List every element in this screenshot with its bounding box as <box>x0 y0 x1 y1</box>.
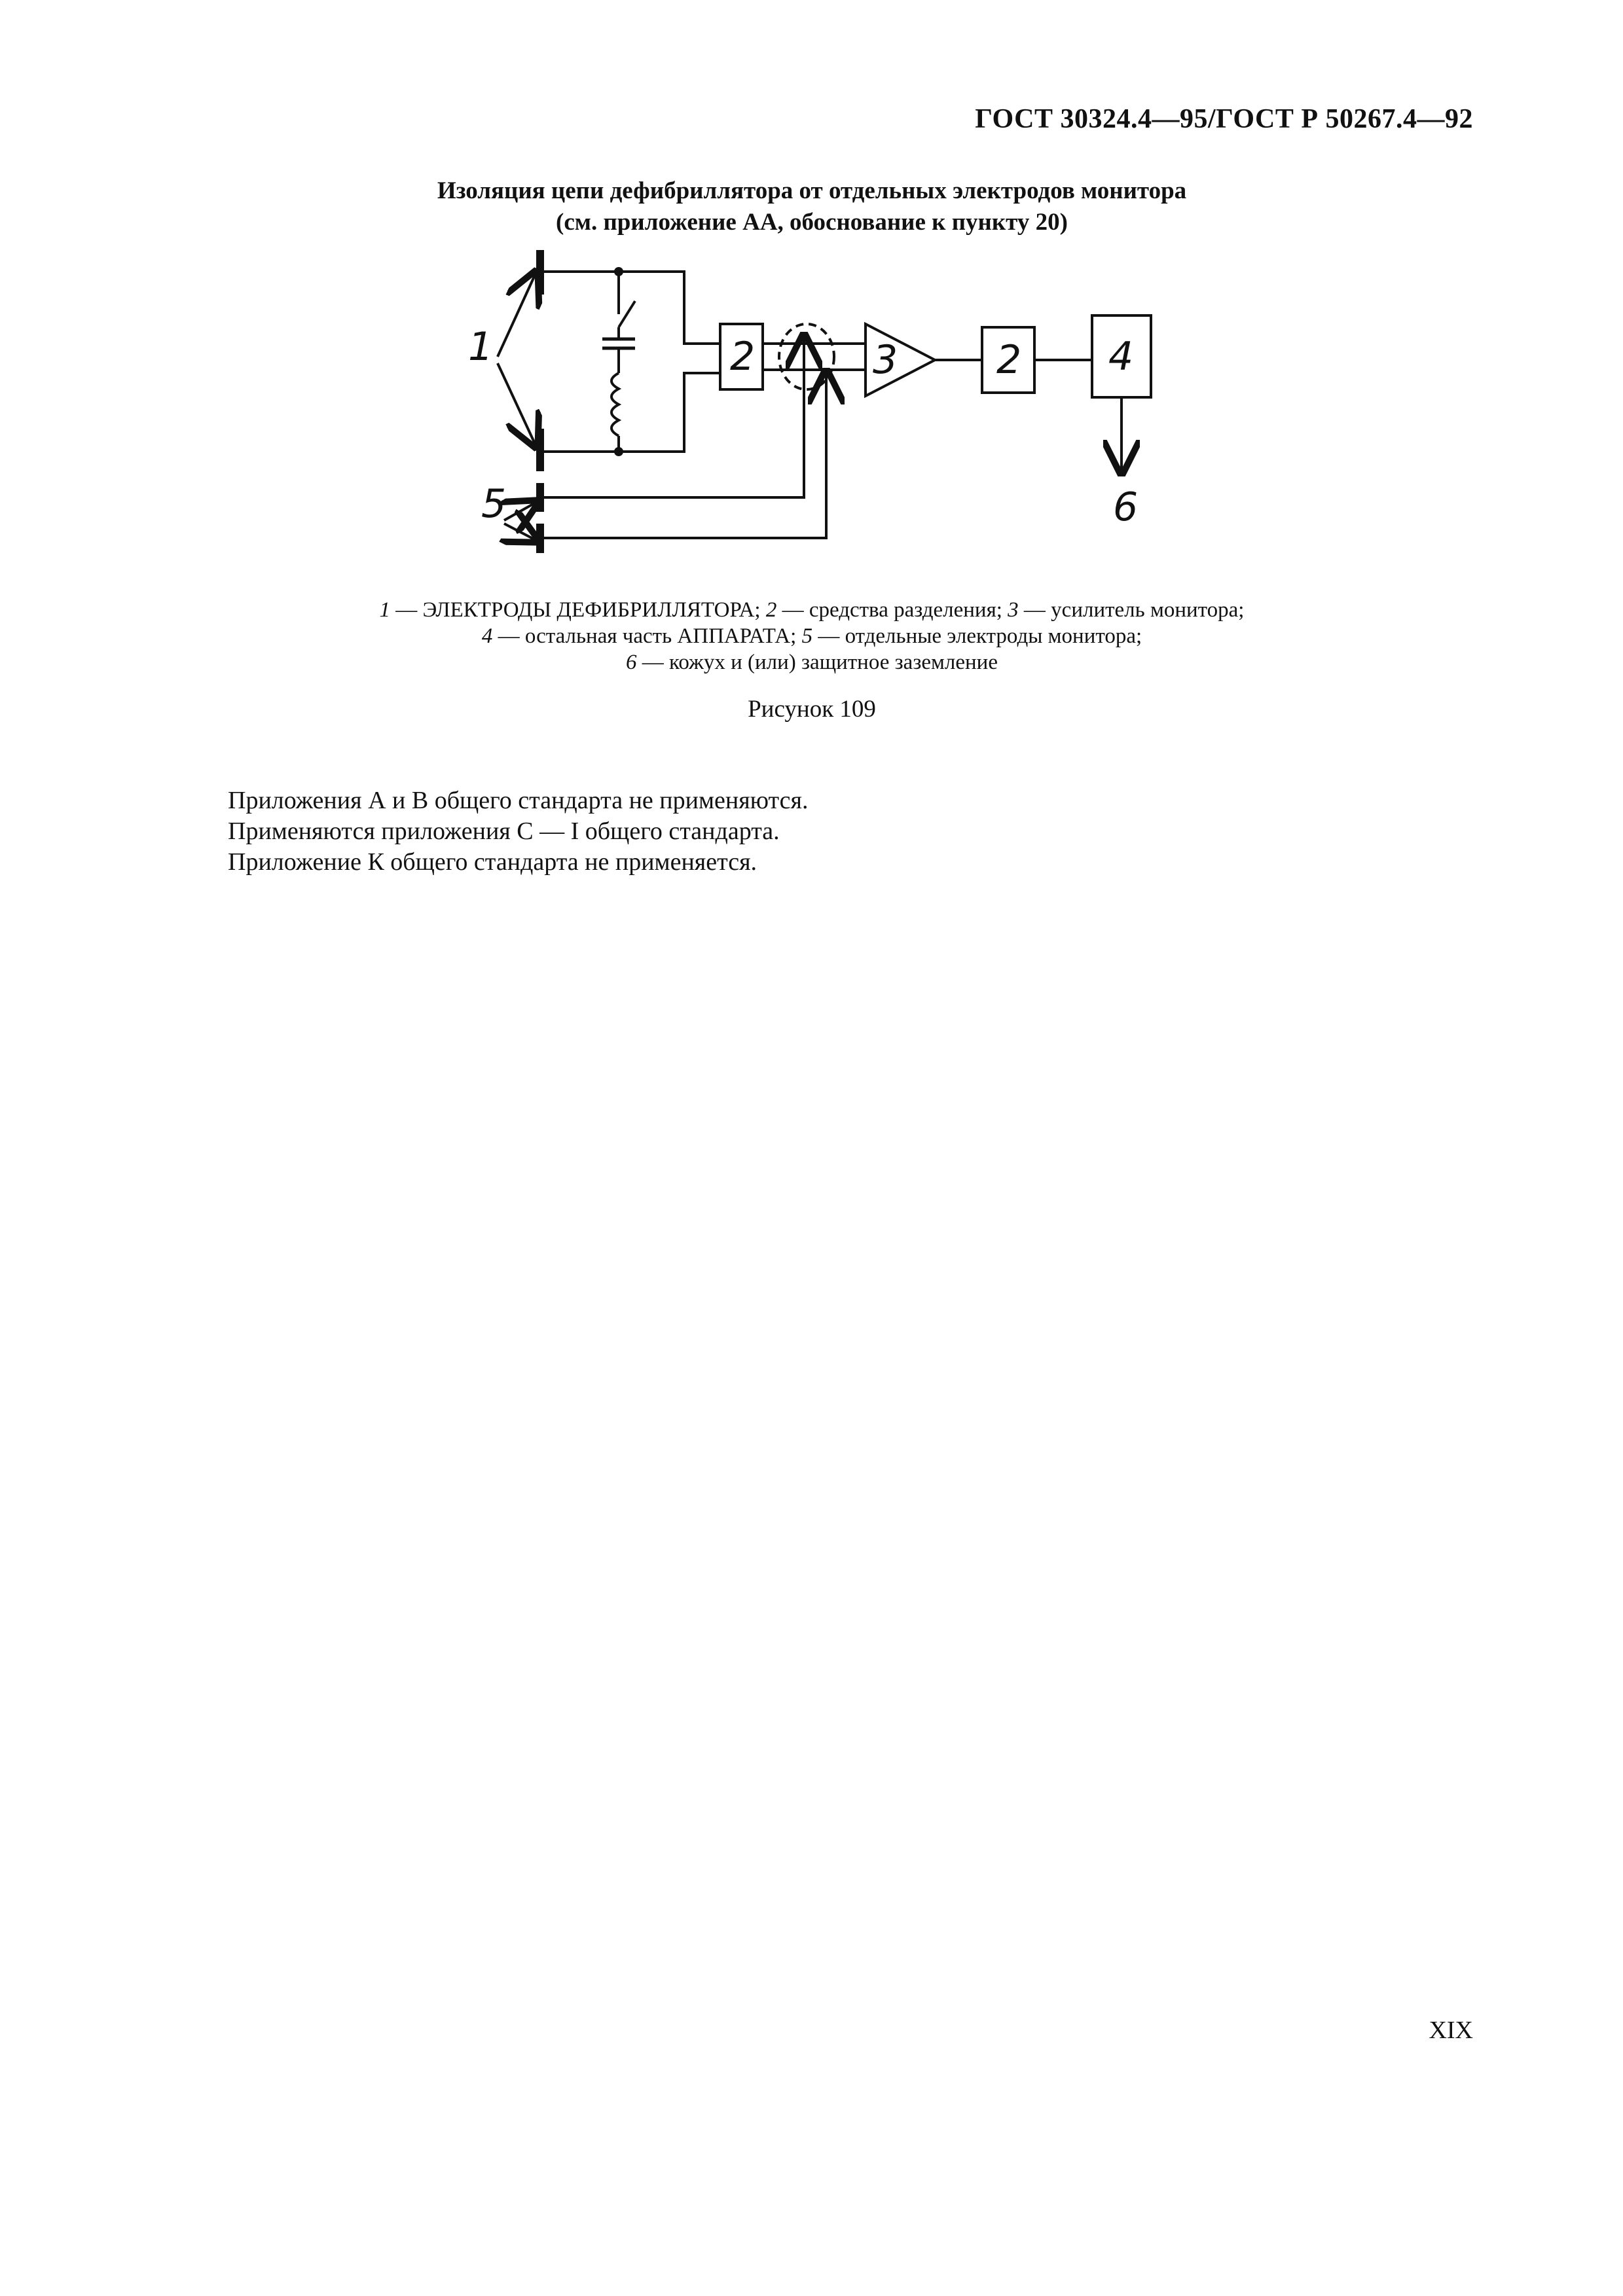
label-5-pointer-bottom <box>504 524 536 540</box>
legend-text: — усилитель монитора; <box>1018 598 1245 622</box>
legend-line-2 <box>262 623 1362 649</box>
figure-title-line-2: (см. приложение АА, обоснование к пункту 20) <box>556 209 1068 236</box>
label-2-left: 2 <box>730 334 756 380</box>
legend-num: 2 <box>765 598 777 622</box>
body-text <box>228 785 1472 878</box>
legend-line-1 <box>262 597 1362 623</box>
switch <box>619 301 635 327</box>
legend-text: — кожух и (или) защитное заземление <box>636 651 998 674</box>
legend-text: — ЭЛЕКТРОДЫ ДЕФИБРИЛЛЯТОРА; <box>390 598 766 622</box>
monitor-wire-1 <box>540 337 804 497</box>
label-1-pointer-bottom <box>498 363 536 445</box>
legend-line-3 <box>262 649 1362 675</box>
legend-num: 4 <box>481 624 493 648</box>
label-3: 3 <box>873 337 898 383</box>
circuit-diagram <box>0 0 1623 589</box>
label-2-right: 2 <box>996 337 1022 383</box>
junction-bottom <box>614 447 623 456</box>
legend-num: 1 <box>379 598 391 622</box>
figure-title-line-1: Изоляция цепи дефибриллятора от отдельных электродов монитора <box>437 177 1187 204</box>
legend-text: — отдельные электроды монитора; <box>812 624 1142 648</box>
label-1-pointer-top <box>498 274 536 357</box>
body-line: Приложения А и В общего стандарта не применяются. <box>228 787 809 814</box>
label-5: 5 <box>481 481 507 527</box>
label-4: 4 <box>1108 334 1134 380</box>
legend-text: — средства разделения; <box>776 598 1008 622</box>
label-5-pointer-top <box>504 503 536 520</box>
label-1: 1 <box>468 324 494 370</box>
legend-num: 6 <box>626 651 637 674</box>
page-number: XIX <box>1429 2017 1473 2044</box>
wire-bottom <box>540 373 720 452</box>
legend-num: 3 <box>1008 598 1019 622</box>
body-line: Применяются приложения С — I общего стандарта. <box>228 817 780 845</box>
figure-legend <box>262 597 1362 675</box>
inductor <box>611 373 619 436</box>
document-header: ГОСТ 30324.4—95/ГОСТ Р 50267.4—92 <box>975 104 1473 134</box>
label-6: 6 <box>1113 484 1139 530</box>
legend-text: — остальная часть АППАРАТА; <box>492 624 802 648</box>
legend-num: 5 <box>801 624 813 648</box>
figure-caption: Рисунок 109 <box>748 696 876 723</box>
junction-top <box>614 267 623 276</box>
body-line: Приложение К общего стандарта не применяется. <box>228 848 757 876</box>
